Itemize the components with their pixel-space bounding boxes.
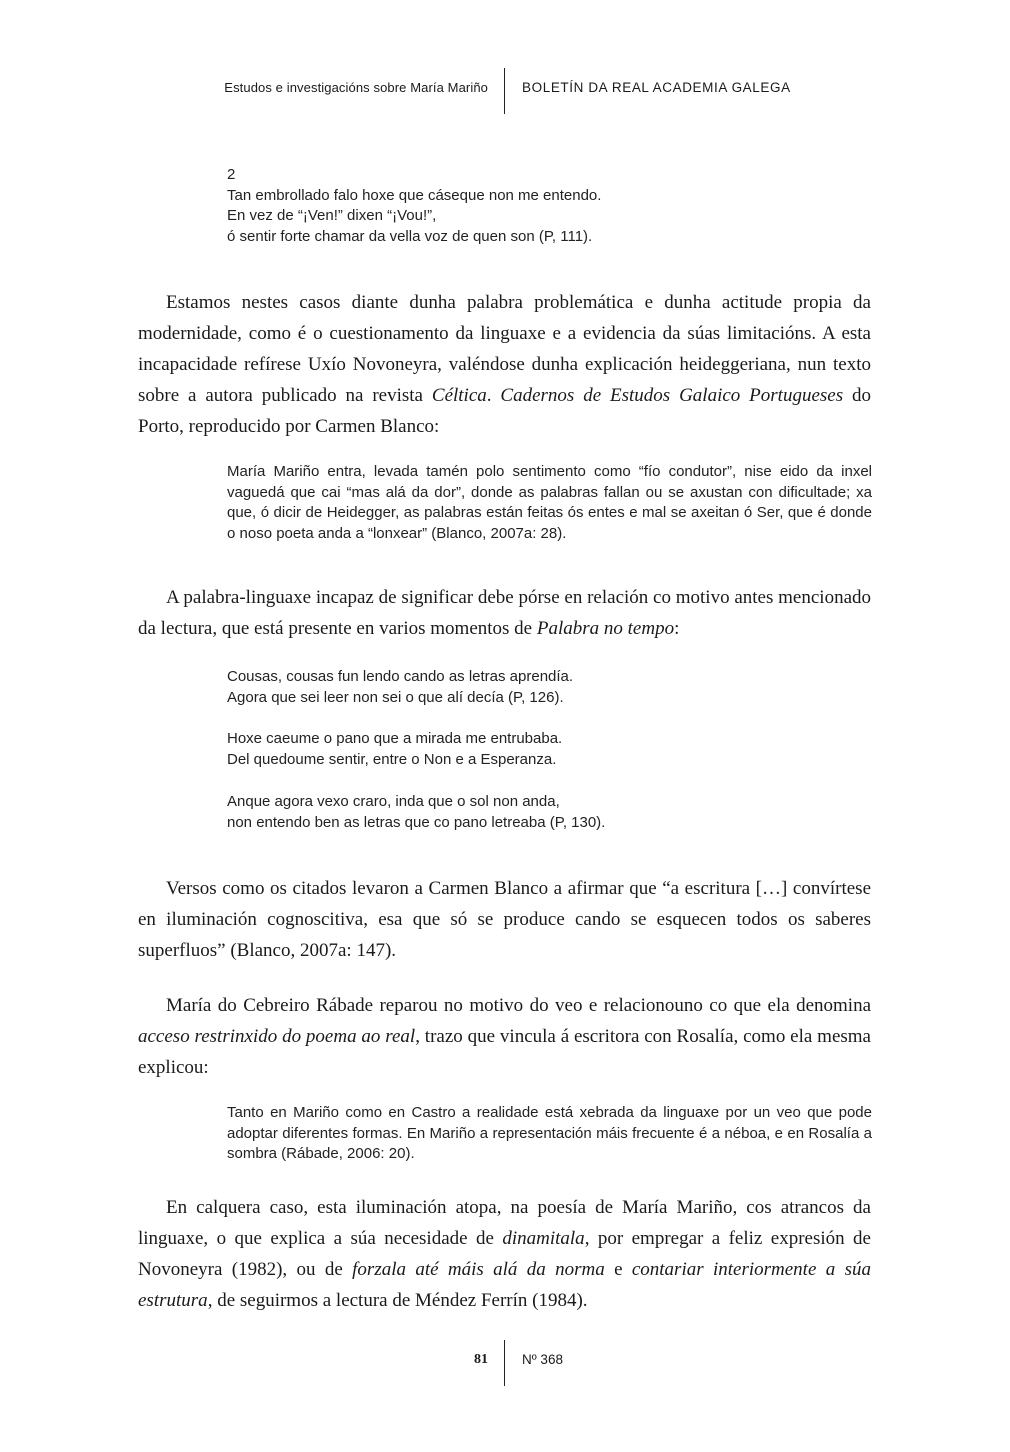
journal-title: Céltica <box>431 385 487 406</box>
paragraph-5: En calquera caso, esta iluminación atopa, na poesía de María Mariño, cos atrancos da linguaxe, o que explica a súa necesidade de dinamitala, por empregar a feliz expresión de Novoneyra (1982), ou de forzala até máis alá da norma e contariar interiormente a súa estrutura, de seguirmos a lectura de Méndez Ferrín (1984). <box>138 1197 871 1311</box>
italic-term: acceso restrinxido do poema ao real <box>138 1026 416 1047</box>
header-divider <box>504 68 505 114</box>
verse-line: Anque agora vexo craro, inda que o sol non anda, <box>227 793 560 810</box>
paragraph-4: María do Cebreiro Rábade reparou no motivo do veo e relacionouno co que ela denomina acceso restrinxido do poema ao real, trazo que vincula á escritora con Rosalía, como ela mesma explicou: <box>138 995 871 1078</box>
italic-term: contariar interiormente a súa estrutura <box>138 1259 871 1311</box>
paragraph-1: Estamos nestes casos diante dunha palabra problemática e dunha actitude propia da modernidade, como é o cuestionamento da linguaxe e a evidencia da súas limitacións. A esta incapacidade refírese Uxío Novoneyra, valéndose dunha explicación heideggeriana, nun texto sobre a autora publicado na revista Céltica. Cadernos de Estudos Galaico Portugueses do Porto, reproducido por Carmen Blanco: <box>138 292 872 437</box>
footer-divider <box>504 1340 505 1386</box>
issue-number: Nº 368 <box>522 1352 563 1367</box>
verse-line: Agora que sei leer non sei o que alí decía (P, 126). <box>227 688 564 706</box>
verse-line: Tan embrollado falo hoxe que cáseque non me entendo. <box>227 186 602 204</box>
verse-block-1 <box>227 165 601 247</box>
italic-term: dinamitala <box>502 1228 585 1249</box>
verse-line: Del quedoume sentir, entre o Non e a Esperanza. <box>227 750 557 768</box>
verse-block-2a <box>227 667 573 708</box>
verse-line: Cousas, cousas fun lendo cando as letras aprendía. <box>227 668 574 685</box>
verse-line: non entendo ben as letras que co pano letreaba (P, 130). <box>227 813 606 831</box>
page-number: 81 <box>474 1352 488 1367</box>
running-header-journal: BOLETÍN DA REAL ACADEMIA GALEGA <box>522 80 791 95</box>
verse-block-2c <box>227 792 605 833</box>
paragraph-2: A palabra-linguaxe incapaz de significar debe pórse en relación co motivo antes mencionado da lectura, que está presente en varios momentos de Palabra no tempo: <box>138 587 871 639</box>
verse-number: 2 <box>227 166 236 183</box>
italic-term: forzala até máis alá da norma <box>352 1259 605 1280</box>
running-header-title: Estudos e investigacións sobre María Mariño <box>224 80 488 95</box>
paragraph-3: Versos como os citados levaron a Carmen Blanco a afirmar que “a escritura […] convírtese en iluminación cognoscitiva, esa que só se produce cando se esquecen todos os saberes superfluos” (Blanco, 2007a: 147). <box>138 878 871 961</box>
verse-line: ó sentir forte chamar da vella voz de quen son (P, 111). <box>227 227 593 245</box>
block-quote-2: Tanto en Mariño como en Castro a realidade está xebrada da linguaxe por un veo que pode adoptar diferentes formas. En Mariño a representación máis frecuente é a néboa, e en Rosalía a sombra (Rábade, 2006: 20). <box>227 1104 872 1162</box>
block-quote-1: María Mariño entra, levada tamén polo sentimento como “fío condutor”, nise eido da inxel vaguedá que cai “mas alá da dor”, donde as palabras fallan ou se axustan con dificultade; xa que, ó dicir de Heidegger, as palabras están feitas ós entes e mal se axeitan ó Ser, que é donde o noso poeta anda a “lonxear” (Blanco, 2007a: 28). <box>227 463 872 542</box>
verse-line: Hoxe caeume o pano que a mirada me entrubaba. <box>227 730 563 747</box>
journal-subtitle: Cadernos de Estudos Galaico Portugueses <box>500 385 844 406</box>
verse-line: En vez de “¡Ven!” dixen “¡Vou!”, <box>227 207 437 224</box>
book-title: Palabra no tempo <box>536 618 675 639</box>
verse-block-2b <box>227 729 562 770</box>
